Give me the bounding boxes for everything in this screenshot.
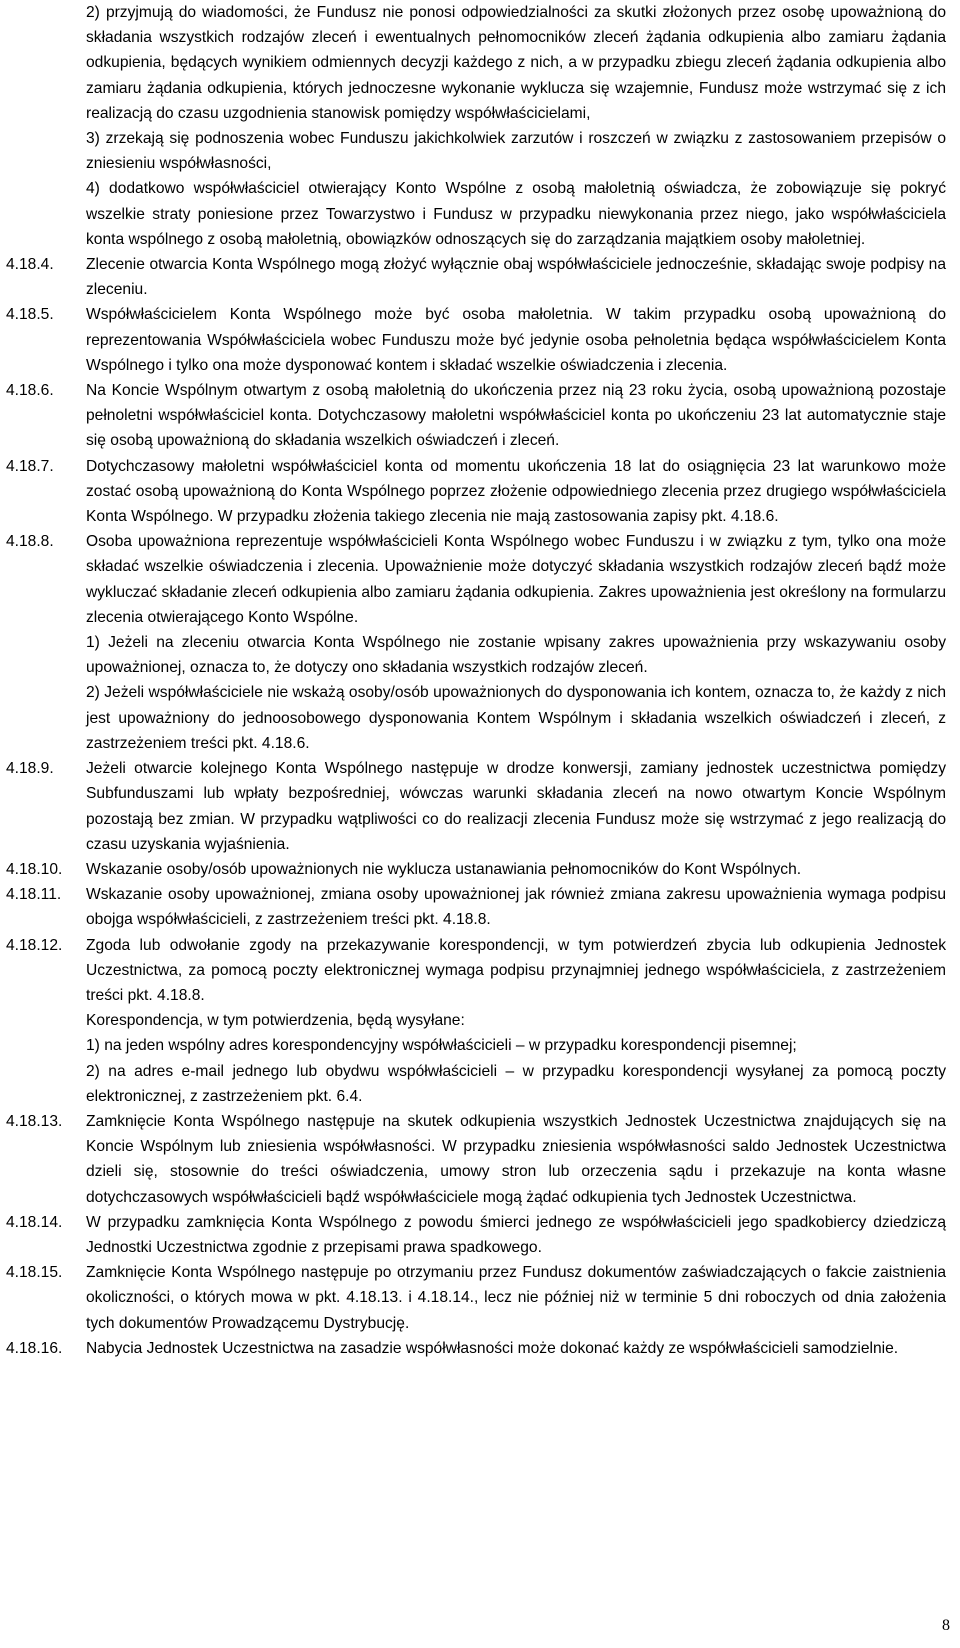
section-number: 4.18.16. <box>6 1339 63 1357</box>
section-text: Współwłaścicielem Konta Wspólnego może być osoba małoletnia. W takim przypadku osobą upoważnioną do reprezentowania Współwłaściciela wobec Funduszu może być jedynie osoba pełnoletnia będąca współwłaścicielem Konta Wspólnego i tylko ona może dysponować kontem i składać wszelkie oświadczenia i zlecenia. <box>86 306 946 374</box>
section-4-18-16 <box>6 1336 946 1361</box>
section-text: Nabycia Jednostek Uczestnictwa na zasadzie współwłasności może dokonać każdy ze współwłaścicieli samodzielnie. <box>86 1339 899 1357</box>
section-4-18-5 <box>6 302 946 378</box>
section-text: Wskazanie osoby/osób upoważnionych nie wyklucza ustanawiania pełnomocników do Kont Wspólnych. <box>86 860 802 878</box>
section-number: 4.18.15. <box>6 1264 63 1282</box>
intro-item-3: 3) zrzekają się podnoszenia wobec Funduszu jakichkolwiek zarzutów i roszczeń w związku z zastosowaniem przepisów o zniesieniu współwłasności, <box>86 130 946 173</box>
section-number: 4.18.12. <box>6 936 63 954</box>
section-4-18-4 <box>6 252 946 302</box>
section-subheading: Korespondencja, w tym potwierdzenia, będą wysyłane: <box>86 1012 465 1030</box>
section-4-18-10 <box>6 857 946 882</box>
section-text: Dotychczasowy małoletni współwłaściciel konta od momentu ukończenia 18 lat do osiągnięcia 23 lat warunkowo może zostać osobą upoważnioną do Konta Wspólnego poprzez złożenie odpowiedniego zlecenia przez drugiego współwłaściciela Konta Wspólnego. W przypadku złożenia takiego zlecenia nie mają zastosowania zapisy pkt. 4.18.6. <box>86 457 946 526</box>
intro-list <box>6 0 946 252</box>
section-number: 4.18.8. <box>6 533 54 551</box>
section-number: 4.18.5. <box>6 306 54 324</box>
section-number: 4.18.4. <box>6 256 54 274</box>
section-number: 4.18.10. <box>6 860 63 878</box>
intro-item-4: 4) dodatkowo współwłaściciel otwierający Konto Wspólne z osobą małoletnią oświadcza, że zobowiązuje się pokryć wszelkie straty poniesione przez Towarzystwo i Fundusz w przypadku niewykonania przez niego, jako współwłaściciela konta wspólnego z osobą małoletnią, obowiązków odnoszących się do zarządzania majątkiem osoby małoletniej. <box>86 180 946 248</box>
document-body <box>6 0 946 1361</box>
intro-item-2: 2) przyjmują do wiadomości, że Fundusz nie ponosi odpowiedzialności za skutki złożonych przez osobę upoważnioną do składania wszystkich rodzajów zleceń i ewentualnych pełnomocników zleceń żądania odkupienia albo zamiaru żądania odkupienia, będących wynikiem odmiennych decyzji każdego z nich, a w przypadku zbiegu zleceń żądania odkupienia albo zamiaru żądania odkupienia, których jednoczesne wykonanie wyklucza się wzajemnie, Fundusz może wstrzymać się z ich realizacją do czasu uzgodnienia stanowisk pomiędzy współwłaścicielami, <box>86 4 946 122</box>
section-number: 4.18.9. <box>6 760 54 778</box>
section-4-18-15 <box>6 1260 946 1336</box>
section-4-18-11 <box>6 882 946 932</box>
section-4-18-13 <box>6 1109 946 1210</box>
section-4-18-9 <box>6 756 946 857</box>
section-subitem-2: 2) na adres e-mail jednego lub obydwu współwłaścicieli – w przypadku korespondencji wysyłanej za pomocą poczty elektronicznej, z zastrzeżeniem pkt. 6.4. <box>86 1062 946 1105</box>
section-4-18-8 <box>6 529 946 756</box>
section-number: 4.18.14. <box>6 1213 63 1231</box>
section-number: 4.18.13. <box>6 1112 63 1130</box>
section-text: Zamknięcie Konta Wspólnego następuje na skutek odkupienia wszystkich Jednostek Uczestnictwa znajdujących się na Koncie Wspólnym lub zniesienia współwłasności. W przypadku zniesienia współwłasności saldo Jednostek Uczestnictwa dzieli się, stosownie do treści oświadczenia, umowy stron lub orzeczenia sądu i przekazuje na konta własne dotychczasowych współwłaścicieli bądź współwłaściciele mogą żądać odkupienia tych Jednostek Uczestnictwa. <box>86 1112 946 1206</box>
section-text: Osoba upoważniona reprezentuje współwłaścicieli Konta Wspólnego wobec Funduszu i w związku z tym, tylko ona może składać wszelkie oświadczenia i zlecenia. Upoważnienie może dotyczyć składania wszystkich rodzajów zleceń bądź może wykluczać składanie zleceń odkupienia albo zamiaru żądania odkupienia. Zakres upoważnienia jest określony na formularzu zlecenia otwierającego Konto Wspólne. <box>86 533 946 626</box>
section-text: Zlecenie otwarcia Konta Wspólnego mogą złożyć wyłącznie obaj współwłaściciele jednocześnie, składając swoje podpisy na zleceniu. <box>86 256 946 299</box>
section-text: Zamknięcie Konta Wspólnego następuje po otrzymaniu przez Fundusz dokumentów zaświadczających o fakcie zaistnienia okoliczności, o których mowa w pkt. 4.18.13. i 4.18.14., lecz nie później niż w terminie 5 dni roboczych od dnia założenia tych dokumentów Prowadzącemu Dystrybucję. <box>86 1264 946 1332</box>
page-number: 8 <box>942 1616 950 1634</box>
section-number: 4.18.11. <box>6 886 62 904</box>
section-4-18-6 <box>6 378 946 454</box>
section-text: Wskazanie osoby upoważnionej, zmiana osoby upoważnionej jak również zmiana zakresu upoważnienia wymaga podpisu obojga współwłaścicieli, z zastrzeżeniem treści pkt. 4.18.8. <box>86 886 946 929</box>
section-4-18-14 <box>6 1210 946 1260</box>
section-4-18-7 <box>6 454 946 530</box>
section-number: 4.18.7. <box>6 457 54 475</box>
section-number: 4.18.6. <box>6 382 54 400</box>
section-subitem-1: 1) Jeżeli na zleceniu otwarcia Konta Wspólnego nie zostanie wpisany zakres upoważnienia przy wskazywaniu osoby upoważnionej, oznacza to, że dotyczy ono składania wszystkich rodzajów zleceń. <box>86 634 946 677</box>
section-text: Jeżeli otwarcie kolejnego Konta Wspólnego następuje w drodze konwersji, zamiany jednostek uczestnictwa pomiędzy Subfunduszami lub wpłaty bezpośredniej, wówczas warunki składania zleceń na nowo otwartym Koncie Wspólnym pozostają bez zmian. W przypadku wątpliwości co do realizacji zlecenia Fundusz może się wstrzymać z jego realizacją do czasu uzyskania wyjaśnienia. <box>86 760 946 853</box>
section-text: Zgoda lub odwołanie zgody na przekazywanie korespondencji, w tym potwierdzeń zbycia lub odkupienia Jednostek Uczestnictwa, za pomocą poczty elektronicznej wymaga podpisu przynajmniej jednego współwłaściciela, z zastrzeżeniem treści pkt. 4.18.8. <box>86 936 946 1004</box>
section-text: Na Koncie Wspólnym otwartym z osobą małoletnią do ukończenia przez nią 23 roku życia, osobą upoważnioną pozostaje pełnoletni współwłaściciel konta. Dotychczasowy małoletni współwłaściciel konta po ukończeniu 23 lat automatycznie staje się osobą upoważnioną do składania wszelkich oświadczeń i zleceń. <box>86 382 946 450</box>
section-subitem-2: 2) Jeżeli współwłaściciele nie wskażą osoby/osób upoważnionych do dysponowania ich kontem, oznacza to, że każdy z nich jest upoważniony do jednoosobowego dysponowania Kontem Wspólnym i składania wszelkich oświadczeń i zleceń, z zastrzeżeniem treści pkt. 4.18.6. <box>86 684 946 752</box>
section-text: W przypadku zamknięcia Konta Wspólnego z powodu śmierci jednego ze współwłaścicieli jego spadkobiercy dziedziczą Jednostki Uczestnictwa zgodnie z przepisami prawa spadkowego. <box>86 1213 946 1256</box>
section-subitem-1: 1) na jeden wspólny adres korespondencyjny współwłaścicieli – w przypadku korespondencji pisemnej; <box>86 1037 797 1055</box>
section-4-18-12 <box>6 933 946 1109</box>
